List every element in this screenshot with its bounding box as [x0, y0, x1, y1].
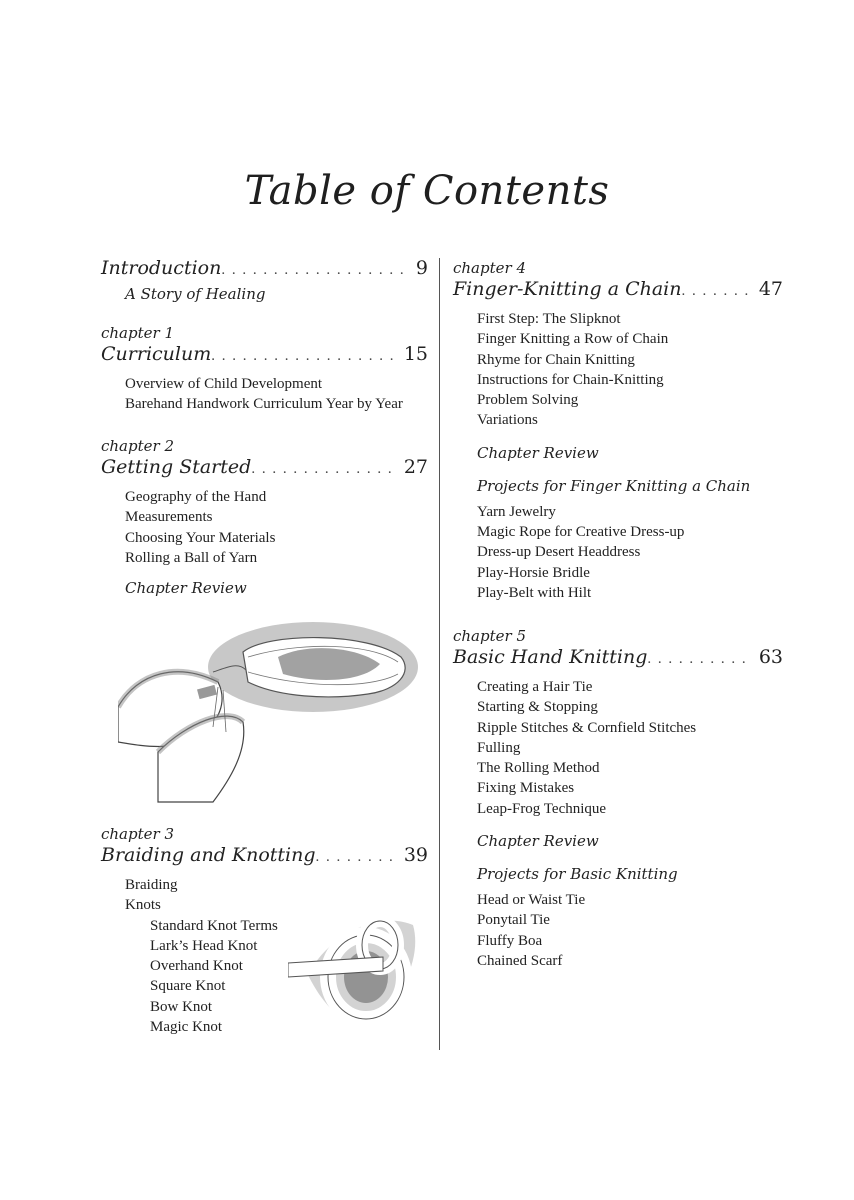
toc-item[interactable]: Leap-Frog Technique: [477, 800, 607, 817]
chapter-label: chapter 2: [101, 437, 174, 455]
chapter-items: [453, 309, 783, 431]
page-number: 39: [403, 844, 428, 866]
leader-dots: [221, 258, 408, 282]
toc-item[interactable]: Creating a Hair Tie: [477, 679, 593, 695]
project-item[interactable]: Dress-up Desert Headdress: [477, 544, 641, 561]
introduction-subtitle: A Story of Healing: [125, 285, 266, 303]
page-number: 9: [415, 257, 428, 279]
project-items: [453, 502, 783, 603]
toc-item[interactable]: Instructions for Chain-Knitting: [477, 371, 664, 388]
toc-item[interactable]: Knots: [125, 897, 161, 914]
page-number: 27: [403, 456, 428, 478]
toc-chapter-4: [453, 259, 783, 603]
toc-entry-chapter-1[interactable]: [101, 342, 428, 368]
chapter-items: [453, 677, 783, 819]
toc-entry-chapter-4[interactable]: [453, 277, 783, 303]
page-title: Table of Contents: [244, 168, 610, 214]
toc-item[interactable]: The Rolling Method: [477, 760, 600, 777]
entry-title: Finger-Knitting a Chain: [453, 278, 682, 300]
toc-item[interactable]: Overview of Child Development: [125, 376, 323, 392]
column-divider: [439, 258, 440, 1050]
project-item[interactable]: Ponytail Tie: [477, 912, 550, 929]
toc-subitem[interactable]: Square Knot: [150, 978, 226, 995]
toc-item[interactable]: Choosing Your Materials: [125, 529, 276, 546]
toc-entry-introduction[interactable]: [101, 256, 428, 282]
project-item[interactable]: Fluffy Boa: [477, 932, 543, 949]
toc-entry-chapter-5[interactable]: [453, 645, 783, 671]
toc-subitem[interactable]: Standard Knot Terms: [150, 917, 278, 934]
entry-title: Getting Started: [101, 456, 252, 478]
toc-chapter-1: [101, 324, 428, 415]
leader-dots: [211, 344, 396, 368]
chapter-items: [101, 487, 428, 568]
project-item[interactable]: Head or Waist Tie: [477, 892, 586, 909]
toc-entry-chapter-3[interactable]: [101, 843, 428, 869]
toc-item[interactable]: Variations: [477, 412, 538, 429]
toc-item[interactable]: Fulling: [477, 739, 521, 756]
entry-title: Curriculum: [101, 343, 212, 365]
toc-subitem[interactable]: Lark’s Head Knot: [150, 937, 258, 954]
toc-subitem[interactable]: Overhand Knot: [150, 958, 243, 975]
toc-item[interactable]: First Step: The Slipknot: [477, 311, 621, 327]
toc-item[interactable]: Barehand Handwork Curriculum Year by Year: [125, 396, 403, 413]
projects-heading: Projects for Finger Knitting a Chain: [477, 476, 751, 495]
chapter-label: chapter 3: [101, 825, 174, 843]
toc-item[interactable]: Problem Solving: [477, 392, 579, 409]
knot-illustration: [288, 905, 423, 1030]
entry-title: Introduction: [101, 257, 222, 279]
project-item[interactable]: Play-Belt with Hilt: [477, 584, 592, 601]
chapter-review[interactable]: Chapter Review: [477, 832, 599, 851]
chapter-items: [101, 374, 428, 415]
chapter-label: chapter 5: [453, 627, 526, 645]
projects-heading: Projects for Basic Knitting: [477, 865, 678, 884]
toc-subitem[interactable]: Bow Knot: [150, 998, 213, 1015]
project-item[interactable]: Play-Horsie Bridle: [477, 564, 590, 581]
entry-title: Braiding and Knotting: [101, 844, 316, 866]
hands-yarn-illustration: [118, 612, 428, 807]
toc-entry-chapter-2[interactable]: [101, 455, 428, 481]
toc-item[interactable]: Finger Knitting a Row of Chain: [477, 331, 669, 348]
chapter-review[interactable]: Chapter Review: [477, 443, 599, 462]
leader-dots: [681, 279, 750, 303]
toc-item[interactable]: Geography of the Hand: [125, 489, 267, 505]
entry-title: Basic Hand Knitting: [453, 646, 648, 668]
leader-dots: [316, 845, 396, 869]
toc-item[interactable]: Rolling a Ball of Yarn: [125, 549, 258, 566]
toc-item[interactable]: Fixing Mistakes: [477, 780, 575, 797]
page-number: 63: [758, 646, 783, 668]
chapter-review[interactable]: Chapter Review: [125, 579, 247, 598]
toc-item[interactable]: Braiding: [125, 877, 178, 893]
toc-item[interactable]: Ripple Stitches & Cornfield Stitches: [477, 719, 697, 736]
project-item[interactable]: Chained Scarf: [477, 952, 563, 969]
toc-item[interactable]: Measurements: [125, 509, 213, 526]
project-item[interactable]: Yarn Jewelry: [477, 503, 556, 520]
toc-subitem[interactable]: Magic Knot: [150, 1019, 223, 1036]
leader-dots: [647, 647, 750, 671]
toc-introduction: [101, 256, 428, 304]
page-number: 47: [758, 278, 783, 300]
page-number: 15: [403, 343, 428, 365]
chapter-label: chapter 1: [101, 324, 174, 342]
toc-chapter-2: [101, 437, 428, 598]
toc-item[interactable]: Rhyme for Chain Knitting: [477, 351, 635, 368]
chapter-label: chapter 4: [453, 259, 526, 277]
toc-item[interactable]: Starting & Stopping: [477, 699, 598, 716]
project-item[interactable]: Magic Rope for Creative Dress-up: [477, 524, 685, 541]
leader-dots: [251, 457, 396, 481]
toc-chapter-5: [453, 627, 783, 971]
project-items: [453, 890, 783, 971]
